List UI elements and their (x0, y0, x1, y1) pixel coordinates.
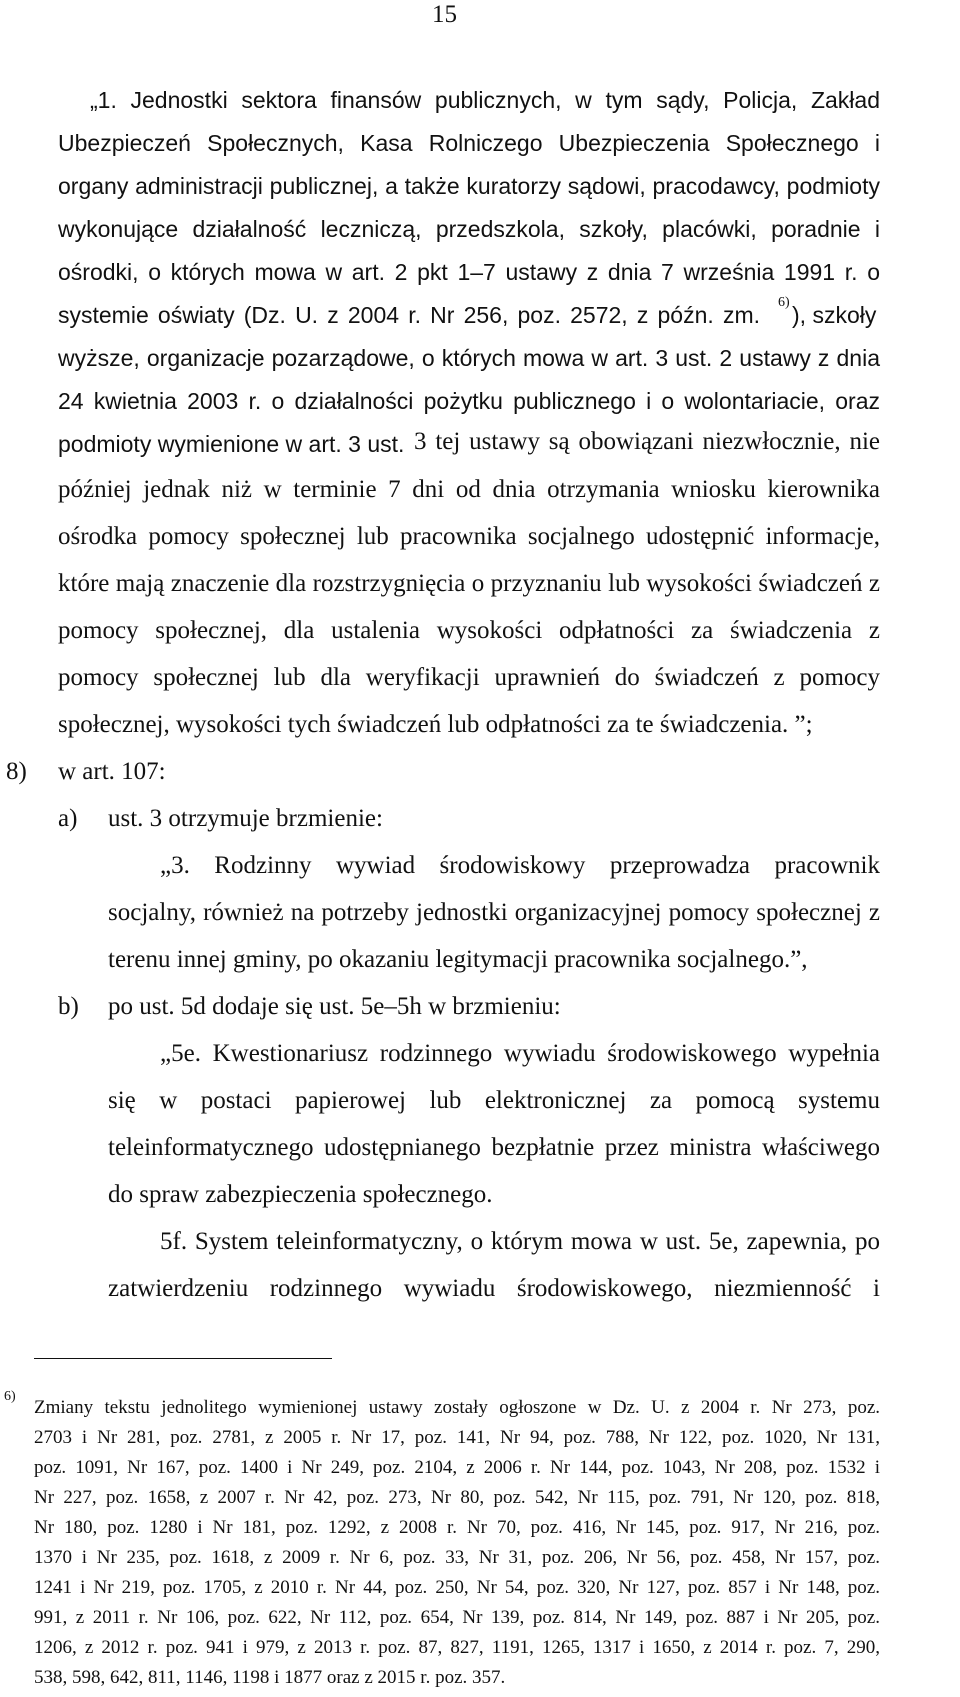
item-a-text: ust. 3 otrzymuje brzmienie: (108, 805, 383, 832)
item-a-letter: a) (58, 805, 78, 832)
page-number: 15 (432, 1, 457, 28)
footnote-line: 2703 i Nr 281, poz. 2781, z 2005 r. Nr 17, poz. 141, Nr 94, poz. 788, Nr 122, poz. 1020, Nr 131, (34, 1427, 880, 1448)
body-line: pomocy społecznej, dla ustalenia wysokości odpłatności za świadczenia z (58, 617, 880, 644)
item-b-quote-line: do spraw zabezpieczenia społecznego. (108, 1181, 493, 1208)
item-b-letter: b) (58, 993, 79, 1020)
footnote-line: 1241 i Nr 219, poz. 1705, z 2010 r. Nr 44, poz. 250, Nr 54, poz. 320, Nr 127, poz. 857 i Nr 148, poz. (34, 1577, 880, 1598)
item-b-quote-line: 5f. System teleinformatyczny, o którym mowa w ust. 5e, zapewnia, po (160, 1228, 880, 1255)
body-line: systemie oświaty (Dz. U. z 2004 r. Nr 256, poz. 2572, z późn. zm. (58, 302, 760, 328)
body-line: ośrodka pomocy społecznej lub pracownika socjalnego udostępnić informacje, (58, 523, 880, 550)
item-b-quote-line: „5e. Kwestionariusz rodzinnego wywiadu środowiskowego wypełnia (160, 1040, 880, 1067)
footnote-reference: 6) (778, 295, 790, 310)
body-line: Ubezpieczeń Społecznych, Kasa Rolniczego Ubezpieczenia Społecznego i (58, 130, 880, 156)
body-line: 24 kwietnia 2003 r. o działalności pożytku publicznego i o wolontariacie, oraz (58, 388, 880, 414)
body-line: społecznej, wysokości tych świadczeń lub odpłatności za te świadczenia. ”; (58, 711, 813, 738)
body-line: pomocy społecznej lub dla weryfikacji uprawnień do świadczeń z pomocy (58, 664, 880, 691)
footnote-line: 1206, z 2012 r. poz. 941 i 979, z 2013 r. poz. 87, 827, 1191, 1265, 1317 i 1650, z 2014 r. poz. 7, 290, (34, 1637, 880, 1658)
body-line: podmioty wymienione w art. 3 ust. (58, 431, 405, 457)
footnote-line: Nr 227, poz. 1658, z 2007 r. Nr 42, poz. 273, Nr 80, poz. 542, Nr 115, poz. 791, Nr 120, poz. 818, (34, 1487, 880, 1508)
body-line: „1. Jednostki sektora finansów publicznych, w tym sądy, Policja, Zakład (90, 87, 880, 113)
footnote-line: 991, z 2011 r. Nr 106, poz. 622, Nr 112, poz. 654, Nr 139, poz. 814, Nr 149, poz. 887 i Nr 205, poz. (34, 1607, 880, 1628)
item-a-quote-line: socjalny, również na potrzeby jednostki organizacyjnej pomocy społecznej z (108, 899, 880, 926)
footnote-separator (34, 1358, 332, 1359)
body-line: organy administracji publicznej, a także kuratorzy sądowi, pracodawcy, podmioty (58, 173, 880, 199)
body-line: wyższe, organizacje pozarządowe, o których mowa w art. 3 ust. 2 ustawy z dnia (58, 345, 880, 371)
item-a-quote-line: terenu innej gminy, po okazaniu legitymacji pracownika socjalnego.”, (108, 946, 808, 973)
footnote-marker: 6) (4, 1389, 16, 1404)
item-b-text: po ust. 5d dodaje się ust. 5e–5h w brzmieniu: (108, 993, 561, 1020)
item-8-number: 8) (6, 758, 27, 785)
item-a-quote-line: „3. Rodzinny wywiad środowiskowy przeprowadza pracownik (160, 852, 880, 879)
body-line: wykonujące działalność leczniczą, przedszkola, szkoły, placówki, poradnie i (58, 216, 880, 242)
item-b-quote-line: zatwierdzeniu rodzinnego wywiadu środowiskowego, niezmienność i (108, 1275, 880, 1302)
footnote-line: 538, 598, 642, 811, 1146, 1198 i 1877 oraz z 2015 r. poz. 357. (34, 1667, 506, 1688)
body-line: 3 tej ustawy są obowiązani niezwłocznie, nie (414, 428, 880, 455)
body-line: później jednak niż w terminie 7 dni od dnia otrzymania wniosku kierownika (58, 476, 880, 503)
footnote-line: poz. 1091, Nr 167, poz. 1400 i Nr 249, poz. 2104, z 2006 r. Nr 144, poz. 1043, Nr 208, poz. 1532 i (34, 1457, 880, 1478)
item-b-quote-line: teleinformatycznego udostępnianego bezpłatnie przez ministra właściwego (108, 1134, 880, 1161)
body-line: które mają znaczenie dla rozstrzygnięcia o przyznaniu lub wysokości świadczeń z (58, 570, 880, 597)
body-line: ośrodki, o których mowa w art. 2 pkt 1–7 ustawy z dnia 7 września 1991 r. o (58, 259, 880, 285)
item-8-text: w art. 107: (58, 758, 166, 785)
body-line: ), szkoły (792, 302, 877, 328)
footnote-line: Zmiany tekstu jednolitego wymienionej ustawy zostały ogłoszone w Dz. U. z 2004 r. Nr 273, poz. (34, 1397, 880, 1418)
item-b-quote-line: się w postaci papierowej lub elektronicznej za pomocą systemu (108, 1087, 880, 1114)
footnote-line: Nr 180, poz. 1280 i Nr 181, poz. 1292, z 2008 r. Nr 70, poz. 416, Nr 145, poz. 917, Nr 216, poz. (34, 1517, 880, 1538)
footnote-line: 1370 i Nr 235, poz. 1618, z 2009 r. Nr 6, poz. 33, Nr 31, poz. 206, Nr 56, poz. 458, Nr 157, poz. (34, 1547, 880, 1568)
